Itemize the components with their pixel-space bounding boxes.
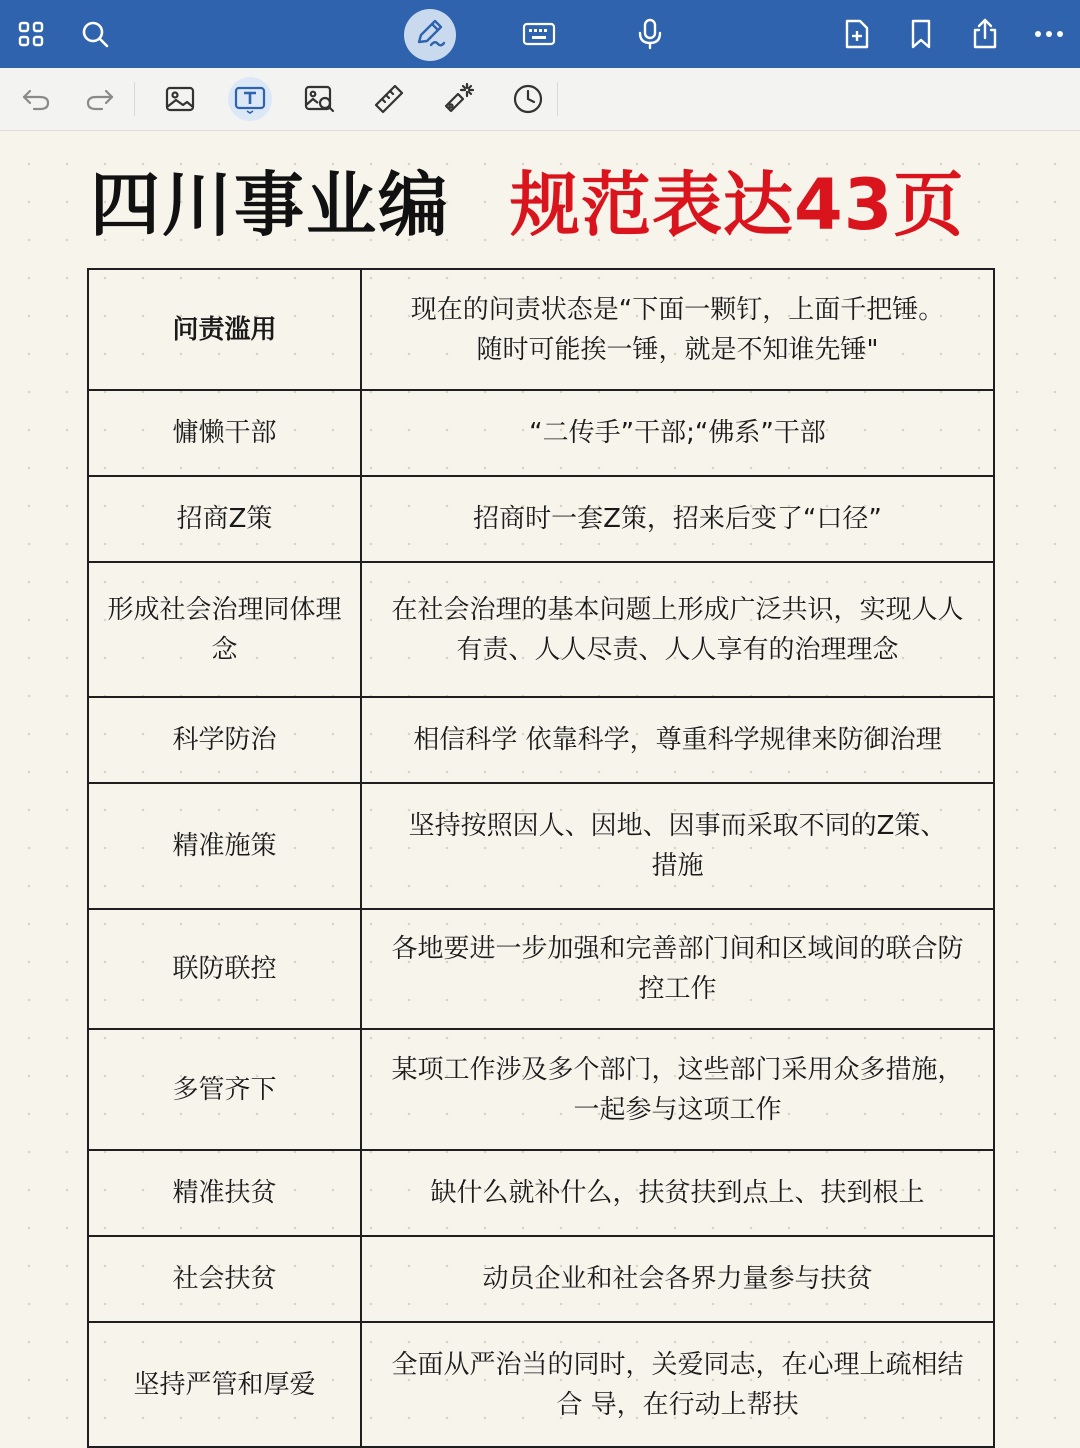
table-row — [88, 909, 994, 1029]
term-cell: 坚持严管和厚爱 — [88, 1322, 361, 1447]
ruler-icon[interactable] — [369, 79, 409, 119]
term-cell: 多管齐下 — [88, 1029, 361, 1150]
term-cell: 精准扶贫 — [88, 1150, 361, 1236]
title-left: 四川事业编 — [90, 164, 450, 246]
pen-icon — [413, 16, 447, 54]
term-cell: 形成社会治理同体理念 — [88, 562, 361, 697]
description-cell: 各地要进一步加强和完善部门间和区域间的联合防控工作 — [361, 909, 994, 1029]
description-cell: 坚持按照因人、因地、因事而采取不同的Z策、措施 — [361, 783, 994, 909]
search-icon[interactable] — [75, 14, 115, 54]
table-row — [88, 476, 994, 562]
text-box-icon[interactable] — [230, 79, 270, 119]
term-cell: 招商Z策 — [88, 476, 361, 562]
toolbar-divider — [557, 82, 558, 116]
keyboard-icon[interactable] — [519, 14, 559, 54]
description-cell: 在社会治理的基本问题上形成广泛共识，实现人人有责、人人尽责、人人享有的治理理念 — [361, 562, 994, 697]
share-icon[interactable] — [965, 14, 1005, 54]
page-title — [90, 165, 964, 245]
tool-bar — [0, 68, 1080, 131]
description-cell: 招商时一套Z策，招来后变了“口径” — [361, 476, 994, 562]
pen-tool-button[interactable] — [404, 9, 456, 61]
term-cell: 社会扶贫 — [88, 1236, 361, 1322]
toolbar-divider — [134, 82, 135, 116]
table-row — [88, 562, 994, 697]
term-cell: 精准施策 — [88, 783, 361, 909]
clock-icon[interactable] — [508, 79, 548, 119]
top-app-bar — [0, 0, 1080, 68]
term-cell: 科学防治 — [88, 697, 361, 783]
term-cell: 问责滥用 — [88, 269, 361, 390]
title-right: 规范表达43页 — [510, 164, 965, 246]
microphone-icon[interactable] — [630, 14, 670, 54]
redo-icon[interactable] — [80, 79, 120, 119]
description-cell: 相信科学 依靠科学，尊重科学规律来防御治理 — [361, 697, 994, 783]
table-row — [88, 1236, 994, 1322]
image-icon[interactable] — [160, 79, 200, 119]
table-row — [88, 783, 994, 909]
description-cell: 现在的问责状态是“下面一颗钉，上面千把锤。随时可能挨一锤，就是不知谁先锤" — [361, 269, 994, 390]
term-cell: 联防联控 — [88, 909, 361, 1029]
description-cell: “二传手”干部;“佛系”干部 — [361, 390, 994, 476]
description-cell: 缺什么就补什么，扶贫扶到点上、扶到根上 — [361, 1150, 994, 1236]
table-row — [88, 1150, 994, 1236]
add-page-icon[interactable] — [837, 14, 877, 54]
more-icon[interactable] — [1029, 14, 1069, 54]
table-row — [88, 269, 994, 390]
term-cell: 慵懒干部 — [88, 390, 361, 476]
expression-table — [87, 268, 995, 1448]
description-cell: 全面从严治当的同时，关爱同志，在心理上疏相结合 导，在行动上帮扶 — [361, 1322, 994, 1447]
grid-icon[interactable] — [11, 14, 51, 54]
image-search-icon[interactable] — [300, 79, 340, 119]
table-row — [88, 1029, 994, 1150]
description-cell: 动员企业和社会各界力量参与扶贫 — [361, 1236, 994, 1322]
bookmark-icon[interactable] — [901, 14, 941, 54]
table-row — [88, 1322, 994, 1447]
table-row — [88, 390, 994, 476]
description-cell: 某项工作涉及多个部门，这些部门采用众多措施，一起参与这项工作 — [361, 1029, 994, 1150]
laser-pointer-icon[interactable] — [438, 79, 478, 119]
undo-icon[interactable] — [16, 79, 56, 119]
table-row — [88, 697, 994, 783]
